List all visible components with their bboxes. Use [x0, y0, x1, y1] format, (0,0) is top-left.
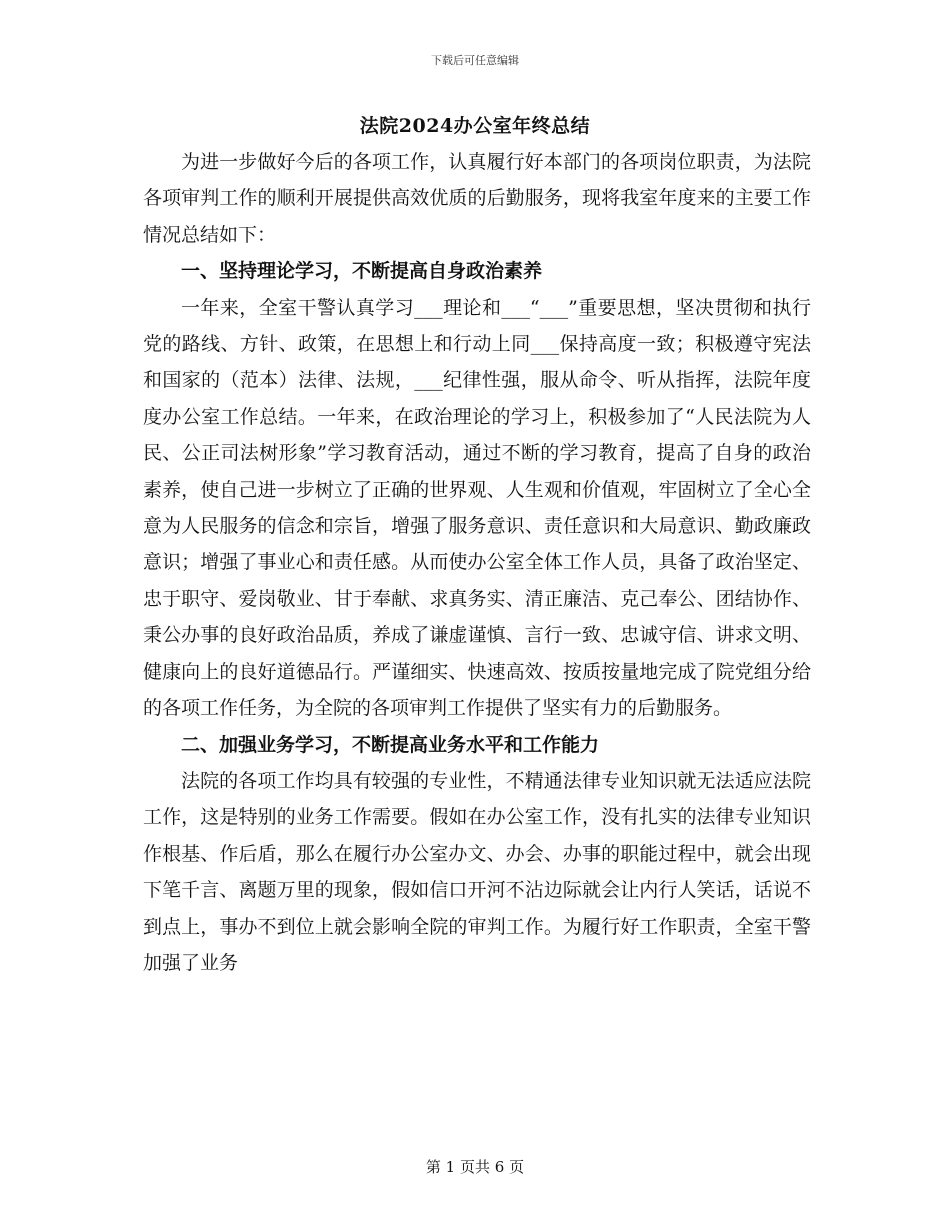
page-number: 第 1 页共 6 页	[425, 1158, 525, 1176]
section-1-heading: 一、坚持理论学习，不断提高自身政治素养	[181, 260, 543, 283]
page-header-note: 下载后可任意编辑	[431, 54, 519, 67]
section-1-paragraph: 一年来，全室干警认真学习___理论和___“___”重要思想，坚决贯彻和执行党的路线、方针、政策，在思想上和行动上同___保持高度一致；积极遵守宪法和国家的（范本）法律、法规，___纪律性强，服从命令、听从指挥，法院年度度办公室工作总结。一年来，在政治理论的学习上，积极参加了“人民法院为人民、公正司法树形象”学习教育活动，通过不断的学习教育，提高了自身的政治素养，使自己进一步树立了正确的世界观、人生观和价值观，牢固树立了全心全意为人民服务的信念和宗旨，增强了服务意识、责任意识和大局意识、勤政廉政意识；增强了事业心和责任感。从而使办公室全体工作人员，具备了政治坚定、忠于职守、爱岗敬业、甘于奉献、求真务实、清正廉洁、克己奉公、团结协作、秉公办事的良好政治品质，养成了谦虚谨慎、言行一致、忠诚守信、讲求文明、健康向上的良好道德品行。严谨细实、快速高效、按质按量地完成了院党组分给的各项工作任务，为全院的各项审判工作提供了坚实有力的后勤服务。	[143, 296, 811, 720]
intro-paragraph: 为进一步做好今后的各项工作，认真履行好本部门的各项岗位职责，为法院各项审判工作的顺利开展提供高效优质的后勤服务，现将我室年度来的主要工作情况总结如下：	[143, 151, 811, 246]
section-2-paragraph: 法院的各项工作均具有较强的专业性，不精通法律专业知识就无法适应法院工作，这是特别的业务工作需要。假如在办公室工作，没有扎实的法律专业知识作根基、作后盾，那么在履行办公室办文、办会、办事的职能过程中，就会出现下笔千言、离题万里的现象，假如信口开河不沾边际就会让内行人笑话，话说不到点上，事办不到位上就会影响全院的审判工作。为履行好工作职责，全室干警加强了业务	[143, 769, 811, 974]
document-title: 法院2024办公室年终总结	[359, 115, 591, 137]
document-body	[143, 144, 811, 981]
section-2-heading: 二、加强业务学习，不断提高业务水平和工作能力	[181, 733, 600, 756]
